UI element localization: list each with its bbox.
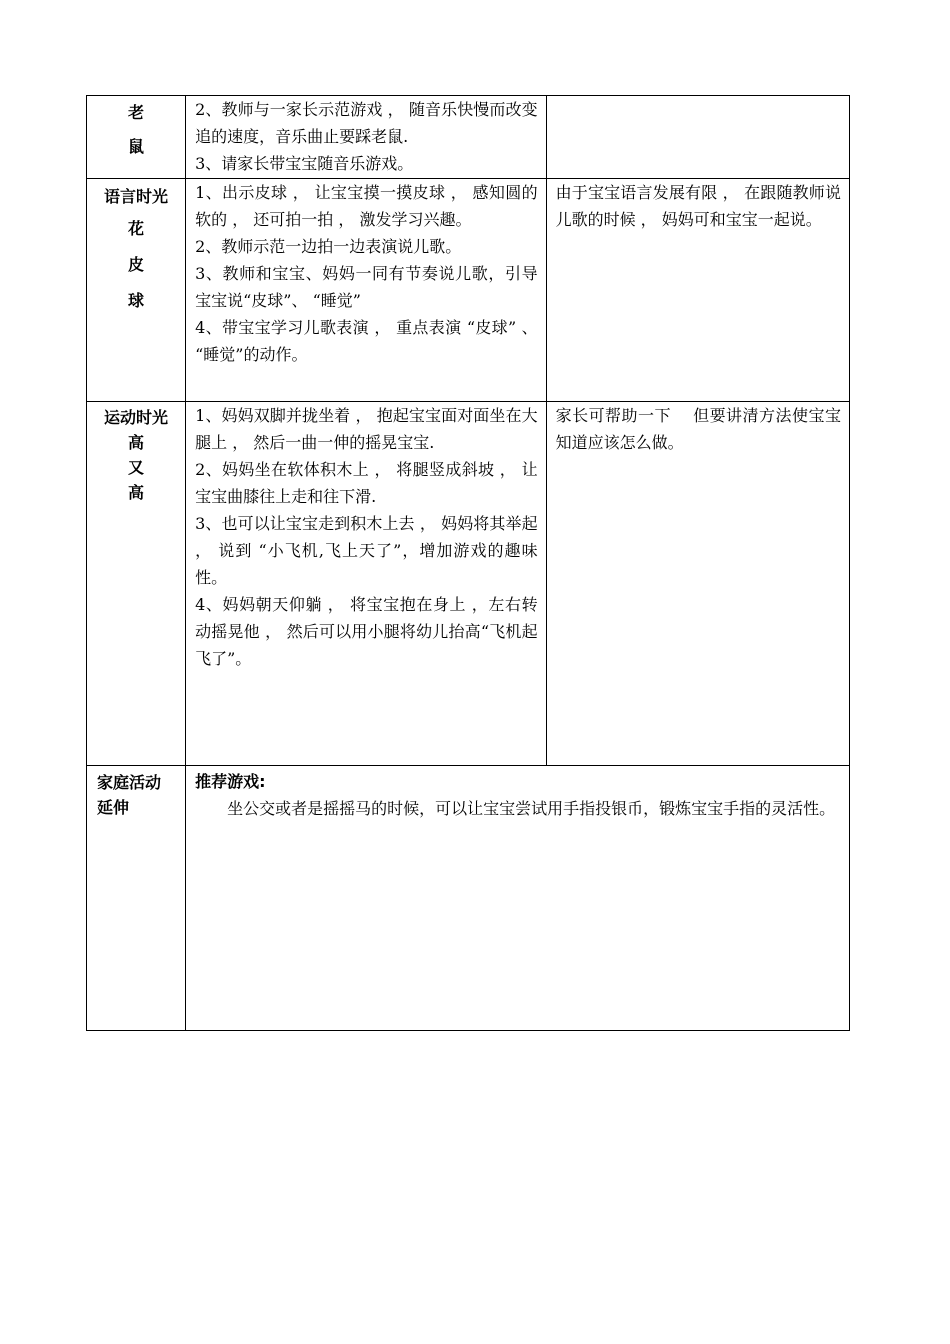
label-line: 球 [128, 291, 145, 310]
extension-text: 坐公交或者是摇摇马的时候，可以让宝宝尝试用手指投银币，锻炼宝宝手指的灵活性。 [227, 799, 836, 818]
activity-plan-table [86, 95, 850, 1031]
label-line: 延伸 [97, 798, 130, 817]
table-row-language-time [87, 179, 850, 402]
step-text: 2、妈妈坐在软体积木上 ， 将腿竖成斜坡 ， 让宝宝曲膝往上走和往下滑. [195, 460, 538, 506]
step-text: 4、带宝宝学习儿歌表演 ， 重点表演 “皮球” 、 “睡觉”的动作。 [195, 318, 538, 364]
step-text: 3、请家长带宝宝随音乐游戏。 [195, 154, 414, 173]
label-line: 老 [128, 103, 145, 122]
table-row-mouse-game [87, 96, 850, 179]
label-line: 运动时光 [104, 408, 169, 427]
table-row-home-extension [87, 766, 850, 1031]
row-label [87, 96, 186, 179]
label-line: 花 [128, 219, 145, 238]
step-text: 1、妈妈双脚并拢坐着 ， 抱起宝宝面对面坐在大腿上 ， 然后一曲一伸的摇晃宝宝. [195, 406, 538, 452]
step-text: 3、教师和宝宝、妈妈一同有节奏说儿歌，引导宝宝说“皮球”、 “睡觉” [195, 264, 538, 310]
label-line: 语言时光 [104, 187, 169, 206]
label-line: 家庭活动 [97, 773, 162, 792]
label-line: 高 [128, 483, 145, 502]
parent-note [546, 179, 849, 402]
note-text: 由于宝宝语言发展有限 ， 在跟随教师说儿歌的时候 ， 妈妈可和宝宝一起说。 [555, 183, 841, 229]
step-text: 3、也可以让宝宝走到积木上去 ， 妈妈将其举起 ， 说到 “小飞机,飞上天了”，增加游戏的趣味性。 [195, 514, 538, 587]
activity-steps [186, 96, 546, 179]
label-line: 又 [128, 458, 145, 477]
step-text: 2、教师示范一边拍一边表演说儿歌。 [195, 237, 462, 256]
row-label [87, 766, 186, 1031]
label-line: 皮 [128, 255, 145, 274]
activity-steps [186, 402, 546, 766]
step-text: 1、出示皮球 ， 让宝宝摸一摸皮球 ， 感知圆的软的 ， 还可拍一拍 ， 激发学习兴趣。 [195, 183, 538, 229]
label-line: 鼠 [128, 137, 145, 156]
activity-steps [186, 179, 546, 402]
table-row-exercise-time [87, 402, 850, 766]
note-text: 家长可帮助一下 但要讲清方法使宝宝知道应该怎么做。 [555, 406, 841, 452]
parent-note [546, 402, 849, 766]
extension-content [186, 766, 850, 1031]
row-label [87, 179, 186, 402]
step-text: 4、妈妈朝天仰躺 ， 将宝宝抱在身上 ，左右转动摇晃他 ， 然后可以用小腿将幼儿抬高“飞机起飞了”。 [195, 595, 538, 668]
step-text: 2、教师与一家长示范游戏 ， 随音乐快慢而改变追的速度，音乐曲止要踩老鼠. [195, 100, 538, 146]
extension-title: 推荐游戏: [195, 772, 266, 791]
parent-note [546, 96, 849, 179]
label-line: 高 [128, 433, 145, 452]
row-label [87, 402, 186, 766]
